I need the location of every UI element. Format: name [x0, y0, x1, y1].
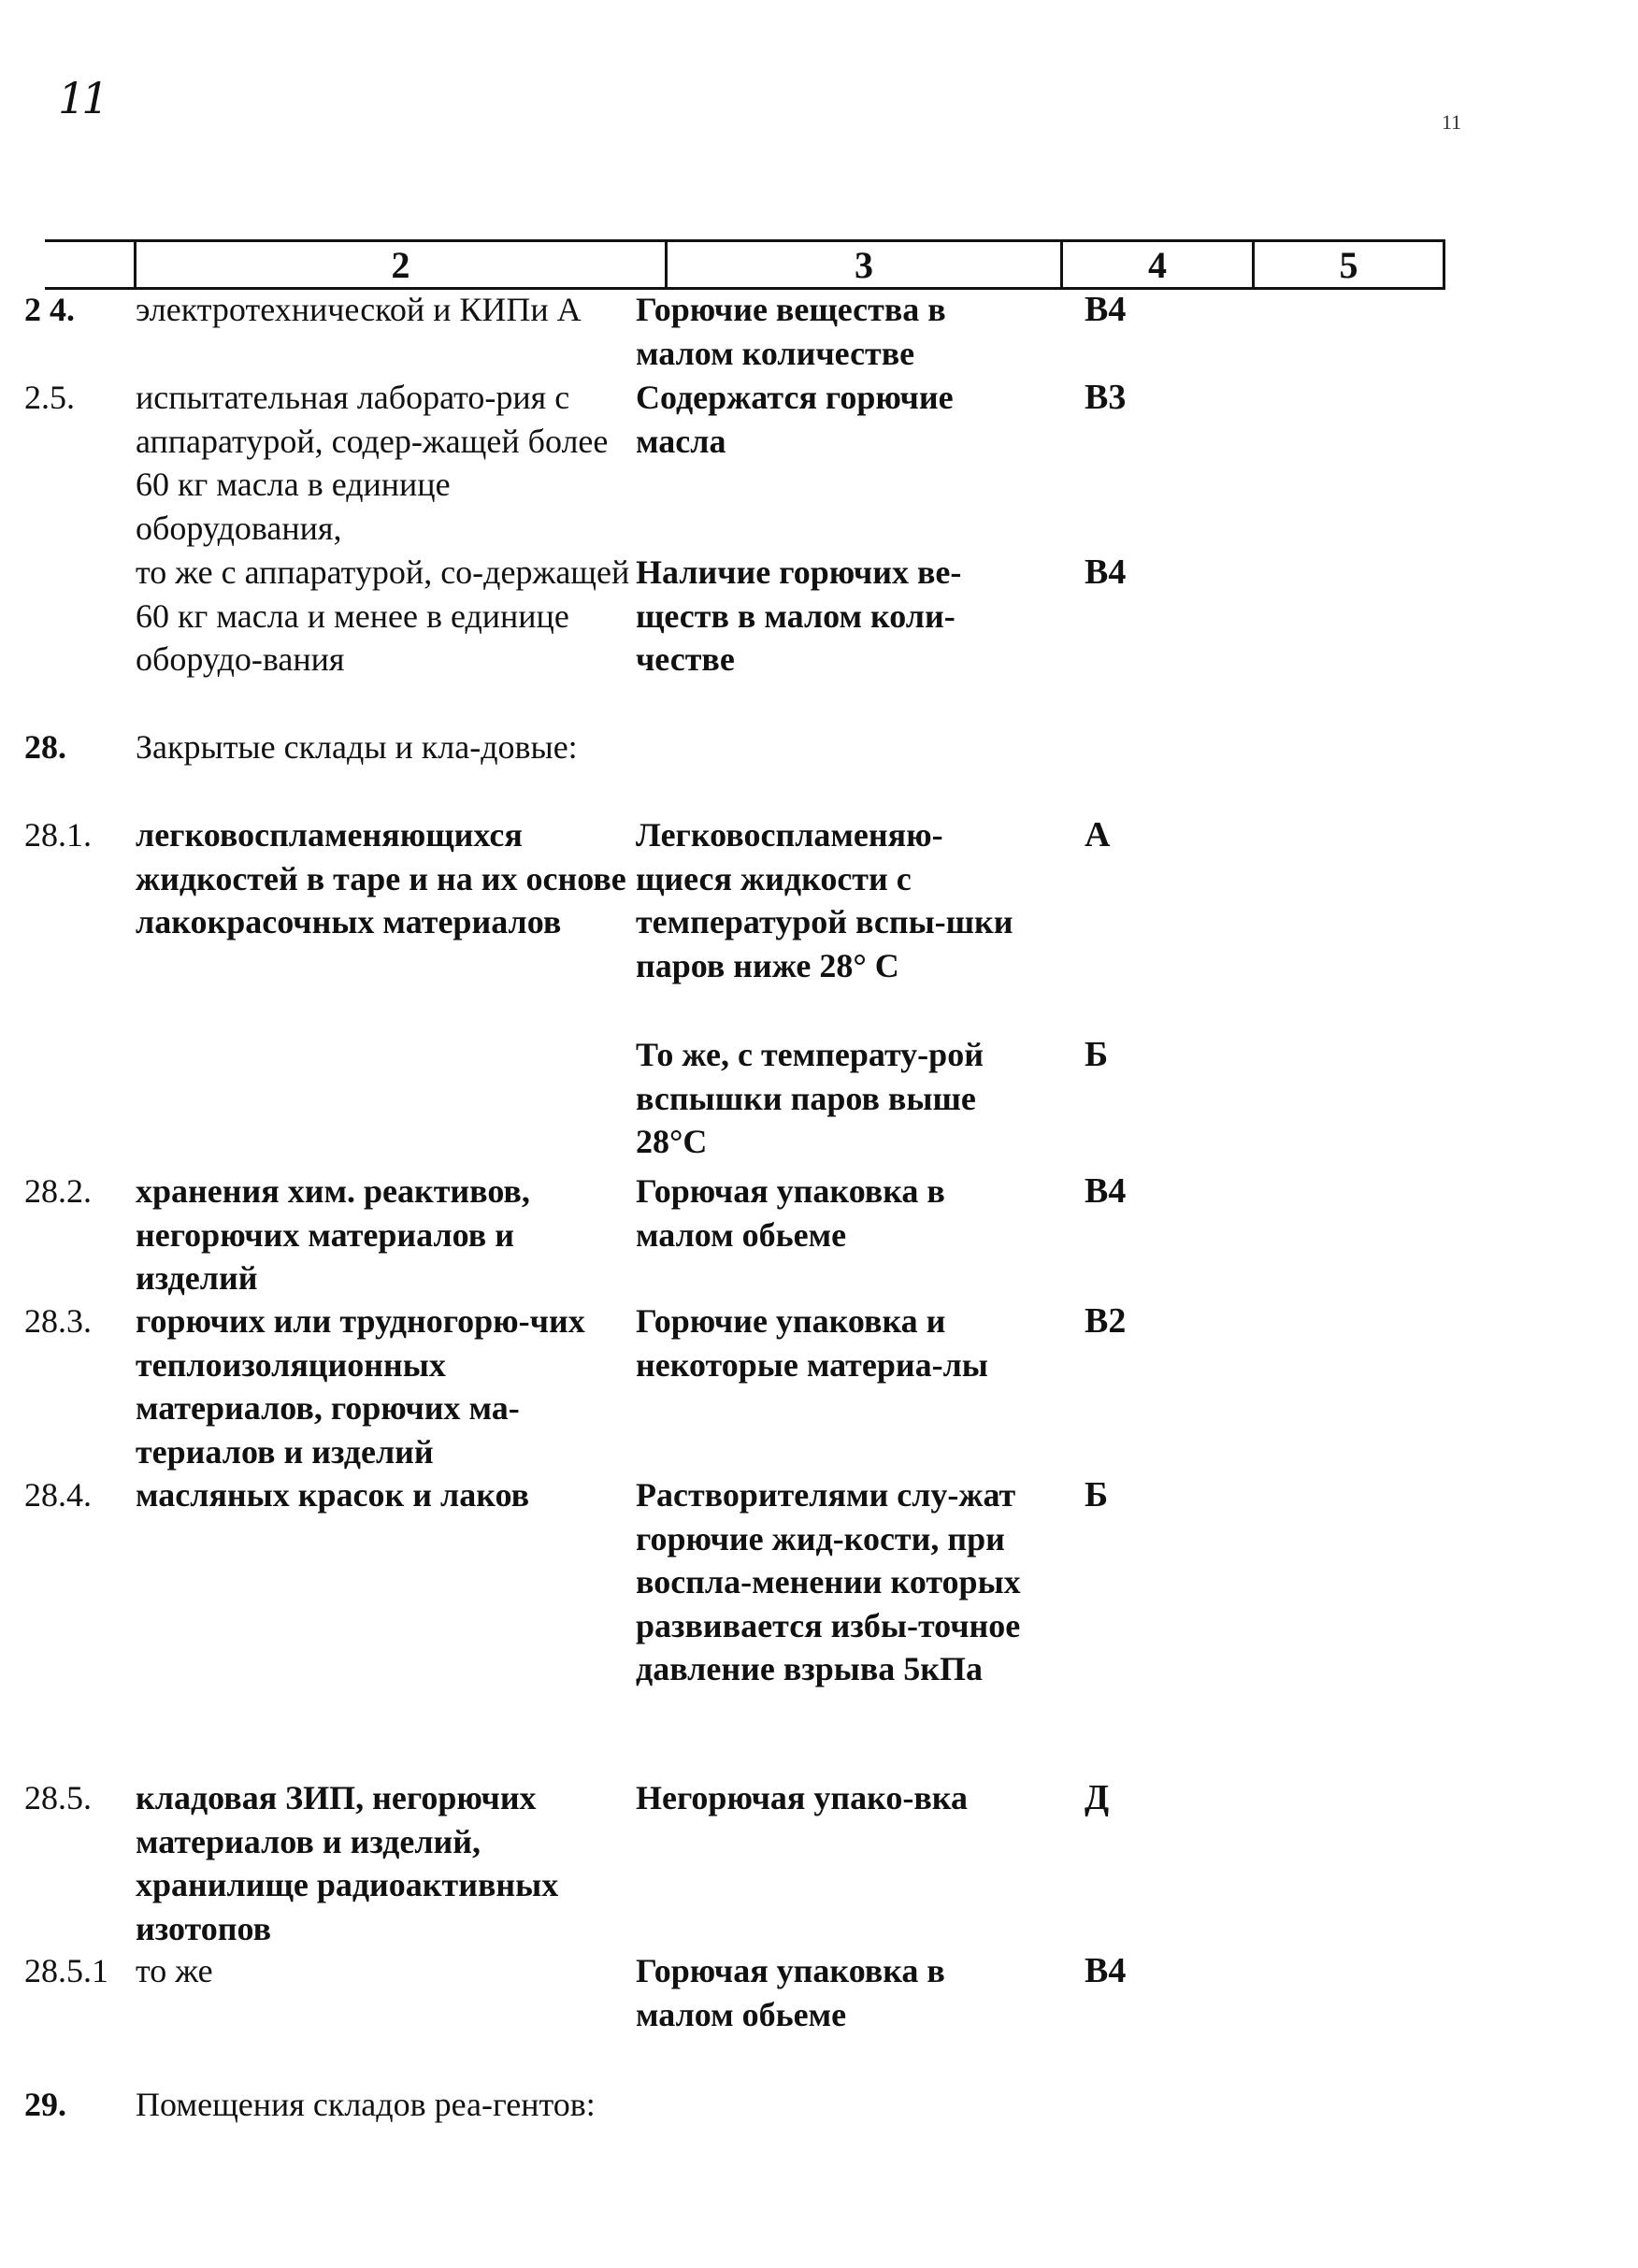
row-description: масляных красок и лаков: [136, 1476, 530, 1514]
row-category: Б: [1085, 1035, 1109, 1074]
row-number: 2.5.: [24, 379, 75, 416]
row-condition: То же, с температу-рой вспышки паров выше 28°С: [636, 1036, 984, 1160]
row-description: то же: [136, 1952, 213, 1989]
row-number: 28.1.: [24, 816, 92, 854]
row-condition: Горючие вещества в малом количестве: [636, 291, 946, 372]
handwritten-page-number: 11: [58, 73, 106, 123]
row-category: В4: [1085, 1171, 1127, 1211]
row-description: хранения хим. реактивов, негорючих материалов и изделий: [136, 1172, 530, 1297]
row-category: В2: [1085, 1301, 1127, 1341]
row-condition: Легковоспламеняю-щиеся жидкости с температурой вспы-шки паров ниже 28° С: [636, 816, 1013, 984]
row-condition: Наличие горючих ве-ществ в малом коли-честве: [636, 553, 962, 678]
column-divider: [1443, 242, 1445, 287]
row-category: В3: [1085, 378, 1127, 417]
row-description: легковоспламеняющихся жидкостей в таре и на их основе лакокрасочных материалов: [136, 816, 626, 940]
row-number: 28.3.: [24, 1302, 92, 1340]
row-condition: Горючие упаковка и некоторые материа-лы: [636, 1302, 988, 1384]
row-category: Б: [1085, 1475, 1109, 1514]
row-category: Д: [1085, 1778, 1110, 1817]
row-description: Помещения складов реа-гентов:: [136, 2086, 596, 2123]
row-description: электротехнической и КИПи А: [136, 291, 582, 328]
row-condition: Горючая упаковка в малом обьеме: [636, 1172, 945, 1254]
row-category: В4: [1085, 290, 1127, 329]
row-condition: Горючая упаковка в малом обьеме: [636, 1952, 945, 2033]
row-category: В4: [1085, 553, 1127, 592]
row-number: 28.5.: [24, 1779, 92, 1816]
header-col-5: 5: [1339, 244, 1358, 286]
row-description: испытательная лаборато-рия с аппаратурой, содер-жащей более 60 кг масла в единице оборудования,: [136, 379, 609, 547]
header-col-3: 3: [855, 244, 873, 286]
row-description: кладовая ЗИП, негорючих материалов и изделий, хранилище радиоактивных изотопов: [136, 1779, 559, 1947]
row-description: горючих или трудногорю-чих теплоизоляционных материалов, горючих ма-териалов и изделий: [136, 1302, 585, 1471]
row-number: 28.: [24, 728, 66, 766]
table-header: [45, 239, 1445, 290]
row-category: А: [1085, 815, 1111, 854]
row-number: 28.2.: [24, 1172, 92, 1210]
row-description: то же с аппаратурой, со-держащей 60 кг масла и менее в единице оборудо-вания: [136, 553, 630, 678]
row-condition: Растворителями слу-жат горючие жид-кости, при воспла-менении которых развивается избы-точное давление взрыва 5кПа: [636, 1476, 1021, 1687]
row-condition: Содержатся горючие масла: [636, 379, 954, 460]
header-col-2: 2: [391, 244, 410, 286]
row-category: В4: [1085, 1951, 1127, 1990]
page-number: 11: [1442, 110, 1462, 134]
row-number: 28.4.: [24, 1476, 92, 1514]
row-number: 28.5.1: [24, 1952, 108, 1989]
row-number: 29.: [24, 2086, 66, 2123]
row-condition: Негорючая упако-вка: [636, 1779, 969, 1816]
row-number: 2 4.: [24, 291, 75, 328]
header-col-4: 4: [1148, 244, 1167, 286]
row-description: Закрытые склады и кла-довые:: [136, 728, 578, 766]
